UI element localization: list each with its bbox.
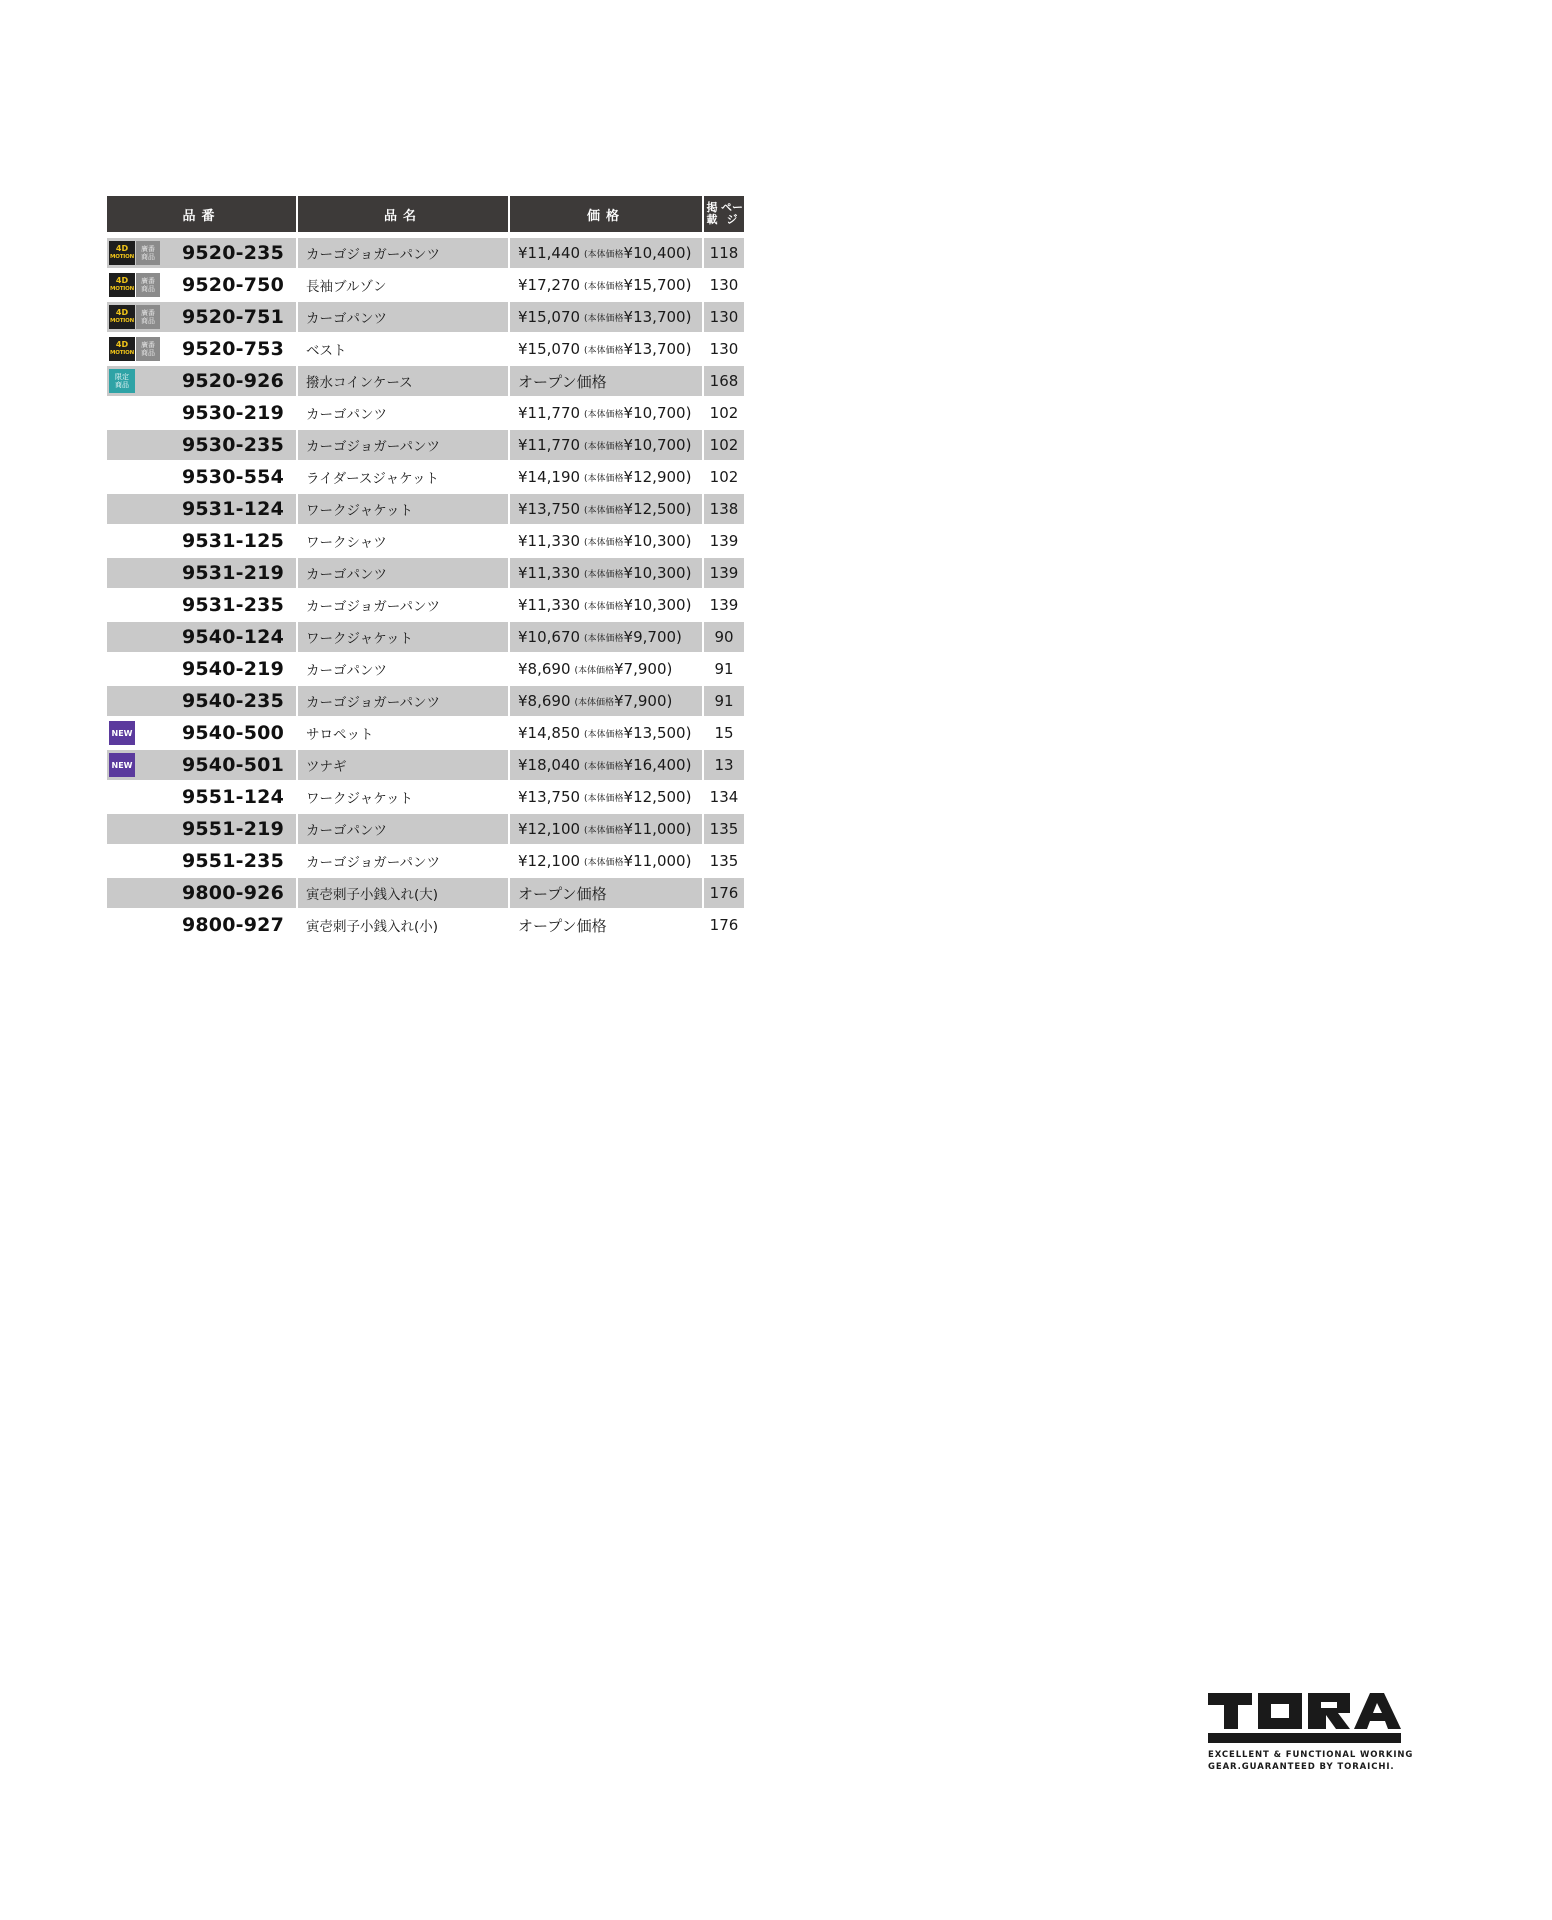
cell-page-number: 139 [709, 596, 739, 614]
header-page [704, 196, 744, 232]
table-header [107, 196, 746, 232]
ryouban-badge-icon [136, 273, 160, 297]
cell-price [510, 814, 702, 844]
cell-page-number: 138 [704, 494, 744, 524]
price-ex-tax-label: (本体価格 [584, 473, 624, 484]
product-code: 9520-751 [181, 306, 284, 328]
price-incl-tax: ¥11,330 [518, 596, 581, 614]
price-ex-tax-label: (本体価格 [584, 537, 624, 548]
price-ex-tax-label: (本体価格 [584, 505, 624, 516]
ryouban-badge-icon [136, 241, 160, 265]
table-row [107, 302, 746, 332]
badge-motion-text: MOTION [109, 254, 135, 260]
cell-price [510, 238, 702, 268]
cell-product-number [107, 718, 296, 748]
cell-page-number: 91 [714, 660, 734, 678]
table-row [107, 430, 746, 460]
cell-page-number: 130 [709, 276, 739, 294]
cell-product-number [107, 302, 296, 332]
badge-ryouban-line1: 廣番 [141, 277, 155, 285]
price-ex-tax-label: (本体価格 [584, 441, 624, 452]
badge-4d-text: 4D [115, 340, 129, 349]
price-ex-tax: ¥12,900) [623, 468, 692, 486]
table-row [107, 494, 746, 524]
table-row [107, 622, 746, 652]
price-incl-tax: ¥13,750 [518, 788, 581, 806]
cell-price [510, 302, 702, 332]
cell-price [510, 686, 702, 716]
price-ex-tax-label: (本体価格 [584, 761, 624, 772]
cell-product-name: ツナギ [298, 750, 508, 780]
cell-product-number [107, 878, 296, 908]
cell-page-number: 91 [704, 686, 744, 716]
product-code: 9540-124 [181, 626, 284, 648]
table-row [107, 558, 746, 588]
4d-motion-badge-icon [109, 337, 135, 361]
badge-limited-line1: 限定 [115, 373, 129, 381]
product-code: 9530-554 [181, 466, 284, 488]
cell-product-number [107, 654, 296, 684]
product-code: 9520-753 [181, 338, 284, 360]
table-row [107, 654, 746, 684]
price-ex-tax: ¥13,700) [623, 340, 692, 358]
limited-item-badge-icon [109, 369, 135, 393]
cell-price [510, 526, 702, 556]
badge-ryouban-line2: 商品 [141, 285, 155, 293]
cell-product-name: カーゴパンツ [298, 814, 508, 844]
price-ex-tax-label: (本体価格 [584, 569, 624, 580]
row-badges [109, 337, 160, 361]
cell-product-name: サロペット [306, 727, 374, 743]
price-ex-tax-label: (本体価格 [584, 345, 624, 356]
price-ex-tax: ¥13,700) [623, 308, 692, 326]
table-row [107, 270, 746, 300]
cell-price [510, 398, 702, 428]
cell-page-number: 118 [704, 238, 744, 268]
price-ex-tax-label: (本体価格 [584, 281, 624, 292]
table-row [107, 366, 746, 396]
cell-product-number [107, 590, 296, 620]
cell-price [510, 270, 702, 300]
cell-product-name: カーゴパンツ [306, 663, 387, 679]
cell-product-name: 長袖ブルゾン [306, 279, 387, 295]
price-ex-tax-label: (本体価格 [574, 665, 615, 676]
price-ex-tax-label: (本体価格 [584, 729, 624, 740]
price-incl-tax: オープン価格 [518, 372, 607, 391]
cell-price [510, 654, 702, 684]
price-incl-tax: ¥12,100 [518, 820, 581, 838]
badge-motion-text: MOTION [109, 350, 135, 356]
price-incl-tax: ¥8,690 [518, 692, 571, 710]
badge-motion-text: MOTION [109, 318, 135, 324]
header-product-name: 品名 [298, 196, 508, 232]
cell-price [510, 430, 702, 460]
product-code: 9530-219 [181, 402, 284, 424]
cell-price [510, 494, 702, 524]
price-incl-tax: ¥11,770 [518, 436, 581, 454]
table-row [107, 718, 746, 748]
4d-motion-badge-icon [109, 305, 135, 329]
cell-page-number: 102 [709, 468, 739, 486]
row-badges [109, 721, 135, 745]
header-price: 価格 [510, 196, 702, 232]
product-code: 9551-124 [181, 786, 284, 808]
cell-product-number [107, 622, 296, 652]
product-code: 9520-926 [181, 370, 284, 392]
price-ex-tax: ¥10,300) [623, 596, 692, 614]
cell-product-number [107, 526, 296, 556]
price-ex-tax: ¥9,700) [623, 628, 682, 646]
header-page-line2: ページ [721, 201, 744, 226]
price-incl-tax: オープン価格 [518, 916, 607, 935]
cell-product-name: カーゴジョガーパンツ [306, 855, 441, 871]
price-incl-tax: ¥14,850 [518, 724, 581, 742]
table-row [107, 782, 746, 812]
price-incl-tax: ¥12,100 [518, 852, 581, 870]
table-row [107, 462, 746, 492]
product-code: 9540-500 [181, 722, 284, 744]
tora-logo [1208, 1693, 1414, 1773]
price-incl-tax: ¥15,070 [518, 308, 581, 326]
cell-page-number: 102 [704, 430, 744, 460]
cell-price [510, 750, 702, 780]
product-code: 9531-125 [181, 530, 284, 552]
cell-price [510, 782, 702, 812]
price-ex-tax: ¥10,300) [623, 532, 692, 550]
cell-product-name: 寅壱刺子小銭入れ(小) [306, 919, 439, 935]
cell-product-name: ライダースジャケット [306, 471, 439, 487]
cell-page-number: 176 [709, 916, 739, 934]
price-incl-tax: ¥11,330 [518, 532, 581, 550]
badge-ryouban-line1: 廣番 [141, 341, 155, 349]
cell-product-number [107, 334, 296, 364]
row-badges [109, 369, 135, 393]
cell-page-number: 130 [704, 302, 744, 332]
cell-product-name: カーゴジョガーパンツ [298, 430, 508, 460]
table-row [107, 590, 746, 620]
price-ex-tax-label: (本体価格 [584, 249, 624, 260]
cell-product-number [107, 814, 296, 844]
cell-product-number [107, 686, 296, 716]
cell-price [510, 462, 702, 492]
badge-ryouban-line2: 商品 [141, 349, 155, 357]
cell-product-name: ワークジャケット [298, 494, 508, 524]
badge-motion-text: MOTION [109, 286, 135, 292]
cell-page-number: 139 [709, 532, 739, 550]
row-badges [109, 241, 160, 265]
cell-product-name: ワークジャケット [306, 791, 414, 807]
product-code: 9551-235 [181, 850, 284, 872]
cell-product-name: カーゴジョガーパンツ [306, 599, 441, 615]
product-code: 9531-235 [181, 594, 284, 616]
badge-ryouban-line1: 廣番 [141, 245, 155, 253]
cell-product-number [107, 782, 296, 812]
cell-product-number [107, 750, 296, 780]
row-badges [109, 305, 160, 329]
price-ex-tax: ¥10,700) [623, 404, 692, 422]
cell-page-number: 139 [704, 558, 744, 588]
logo-tagline-1: EXCELLENT & FUNCTIONAL WORKING [1208, 1750, 1414, 1760]
product-code: 9800-926 [181, 882, 284, 904]
price-ex-tax-label: (本体価格 [584, 857, 624, 868]
price-ex-tax: ¥10,700) [623, 436, 692, 454]
badge-ryouban-line1: 廣番 [141, 309, 155, 317]
table-row [107, 814, 746, 844]
price-ex-tax: ¥10,400) [623, 244, 692, 262]
price-ex-tax: ¥10,300) [623, 564, 692, 582]
badge-4d-text: 4D [115, 244, 129, 253]
price-incl-tax: ¥14,190 [518, 468, 581, 486]
badge-new-text: NEW [111, 760, 133, 770]
badge-new-text: NEW [111, 728, 133, 738]
new-badge-icon [109, 753, 135, 777]
cell-product-name: カーゴパンツ [298, 558, 508, 588]
table-row [107, 334, 746, 364]
badge-4d-text: 4D [115, 308, 129, 317]
new-badge-icon [109, 721, 135, 745]
cell-price [510, 910, 702, 940]
price-incl-tax: ¥11,440 [518, 244, 581, 262]
cell-product-name: カーゴジョガーパンツ [298, 686, 508, 716]
price-ex-tax: ¥13,500) [623, 724, 692, 742]
table-row [107, 398, 746, 428]
price-ex-tax: ¥12,500) [623, 788, 692, 806]
product-code: 9551-219 [181, 818, 284, 840]
cell-page-number: 15 [714, 724, 734, 742]
product-code: 9540-235 [181, 690, 284, 712]
cell-product-number [107, 238, 296, 268]
cell-page-number: 135 [709, 852, 739, 870]
table-row [107, 846, 746, 876]
row-badges [109, 753, 135, 777]
price-incl-tax: オープン価格 [518, 884, 607, 903]
cell-product-number [107, 366, 296, 396]
tora-wordmark [1208, 1693, 1401, 1743]
product-code: 9531-219 [181, 562, 284, 584]
cell-product-number [107, 430, 296, 460]
cell-price [510, 558, 702, 588]
badge-ryouban-line2: 商品 [141, 317, 155, 325]
cell-product-number [107, 398, 296, 428]
4d-motion-badge-icon [109, 241, 135, 265]
table-row [107, 526, 746, 556]
price-incl-tax: ¥13,750 [518, 500, 581, 518]
price-incl-tax: ¥15,070 [518, 340, 581, 358]
price-incl-tax: ¥11,770 [518, 404, 581, 422]
badge-ryouban-line2: 商品 [141, 253, 155, 261]
price-ex-tax-label: (本体価格 [584, 601, 624, 612]
table-row [107, 686, 746, 716]
cell-page-number: 90 [704, 622, 744, 652]
price-ex-tax-label: (本体価格 [584, 313, 624, 324]
ryouban-badge-icon [136, 305, 160, 329]
price-ex-tax-label: (本体価格 [584, 409, 624, 420]
cell-product-number [107, 462, 296, 492]
cell-price [510, 846, 702, 876]
product-price-table [107, 196, 746, 942]
price-ex-tax-label: (本体価格 [584, 633, 624, 644]
cell-page-number: 176 [704, 878, 744, 908]
cell-product-name: 寅壱刺子小銭入れ(大) [298, 878, 508, 908]
price-ex-tax: ¥7,900) [614, 660, 673, 678]
cell-product-name: ワークジャケット [298, 622, 508, 652]
cell-product-name: ベスト [306, 343, 347, 359]
cell-page-number: 102 [709, 404, 739, 422]
cell-page-number: 130 [709, 340, 739, 358]
product-code: 9530-235 [181, 434, 284, 456]
product-code: 9520-750 [181, 274, 284, 296]
table-body [107, 238, 746, 940]
cell-page-number: 135 [704, 814, 744, 844]
price-ex-tax: ¥11,000) [623, 852, 692, 870]
cell-price [510, 622, 702, 652]
cell-product-number [107, 910, 296, 940]
ryouban-badge-icon [136, 337, 160, 361]
price-incl-tax: ¥17,270 [518, 276, 581, 294]
product-code: 9800-927 [181, 914, 284, 936]
price-incl-tax: ¥11,330 [518, 564, 581, 582]
cell-product-name: ワークシャツ [306, 535, 387, 551]
cell-product-number [107, 846, 296, 876]
price-ex-tax: ¥15,700) [623, 276, 692, 294]
cell-product-name: カーゴパンツ [306, 407, 387, 423]
cell-page-number: 13 [704, 750, 744, 780]
badge-limited-line2: 商品 [115, 381, 129, 389]
cell-price [510, 334, 702, 364]
cell-product-number [107, 494, 296, 524]
header-product-number: 品番 [107, 196, 296, 232]
cell-price [510, 718, 702, 748]
price-ex-tax: ¥12,500) [623, 500, 692, 518]
price-ex-tax-label: (本体価格 [584, 793, 624, 804]
price-incl-tax: ¥8,690 [518, 660, 571, 678]
table-row [107, 238, 746, 268]
price-ex-tax: ¥7,900) [614, 692, 673, 710]
price-incl-tax: ¥10,670 [518, 628, 581, 646]
price-ex-tax: ¥11,000) [623, 820, 692, 838]
table-row [107, 878, 746, 908]
row-badges [109, 273, 160, 297]
price-ex-tax: ¥16,400) [623, 756, 692, 774]
product-code: 9531-124 [181, 498, 284, 520]
price-incl-tax: ¥18,040 [518, 756, 581, 774]
cell-product-name: 撥水コインケース [298, 366, 508, 396]
product-code: 9540-501 [181, 754, 284, 776]
cell-page-number: 134 [709, 788, 739, 806]
header-page-line1: 掲載 [706, 201, 718, 226]
cell-page-number: 168 [704, 366, 744, 396]
badge-4d-text: 4D [115, 276, 129, 285]
product-code: 9520-235 [181, 242, 284, 264]
price-ex-tax-label: (本体価格 [574, 697, 615, 708]
cell-price [510, 366, 702, 396]
cell-product-number [107, 270, 296, 300]
logo-tagline-2: GEAR.GUARANTEED BY TORAICHI. [1208, 1762, 1395, 1772]
cell-product-name: カーゴジョガーパンツ [298, 238, 508, 268]
table-row [107, 910, 746, 940]
cell-price [510, 878, 702, 908]
cell-product-name: カーゴパンツ [298, 302, 508, 332]
cell-price [510, 590, 702, 620]
4d-motion-badge-icon [109, 273, 135, 297]
table-row [107, 750, 746, 780]
product-code: 9540-219 [181, 658, 284, 680]
price-ex-tax-label: (本体価格 [584, 825, 624, 836]
cell-product-number [107, 558, 296, 588]
